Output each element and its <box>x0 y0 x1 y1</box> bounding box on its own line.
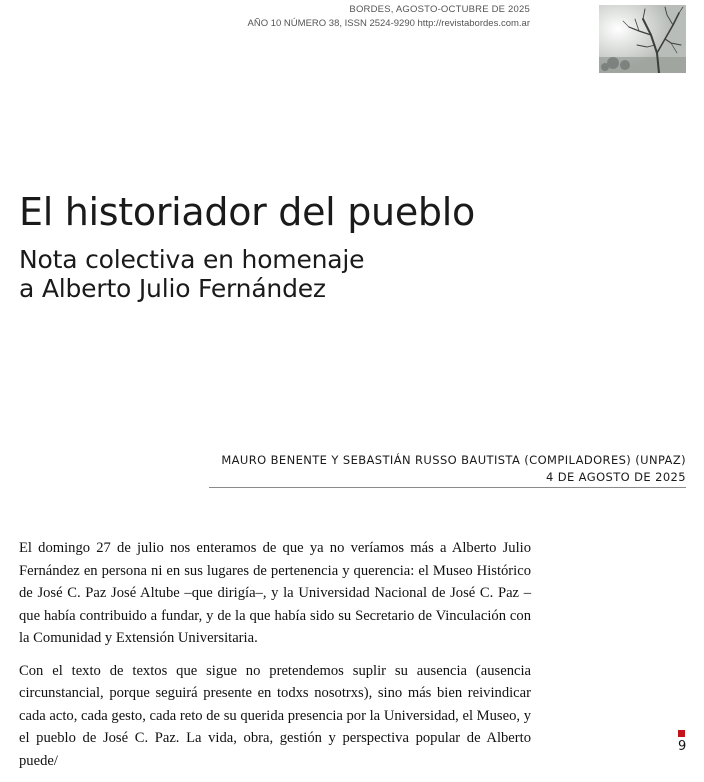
journal-issn-url: AÑO 10 NÚMERO 38, ISSN 2524-9290 http://revistabordes.com.ar <box>247 18 530 29</box>
article-subtitle <box>19 245 364 303</box>
byline-divider <box>209 487 686 488</box>
journal-header <box>248 3 531 31</box>
subtitle-line-2: a Alberto Julio Fernández <box>19 274 326 303</box>
article-title: El historiador del pueblo <box>19 190 475 234</box>
header-photo-tree <box>599 5 686 73</box>
byline <box>221 452 686 486</box>
paragraph: Con el texto de textos que sigue no pretendemos suplir su ausencia (ausencia circunstancial, porque seguirá presente en todxs nosotrxs), sino más bien reivindicar cada acto, cada gesto, cada reto de su querida presencia por la Universidad, el Museo, y el pueblo de José C. Paz. La vida, obra, gestión y perspectiva popular de Alberto puede/ <box>19 662 531 769</box>
page-number: 9 <box>678 739 687 754</box>
article-date: 4 DE AGOSTO DE 2025 <box>545 470 686 484</box>
subtitle-line-1: Nota colectiva en homenaje <box>19 245 365 274</box>
journal-issue-date: BORDES, AGOSTO-OCTUBRE DE 2025 <box>349 4 530 15</box>
page-marker-square <box>678 730 685 737</box>
paragraph: El domingo 27 de julio nos enteramos de que ya no veríamos más a Alberto Julio Fernández en persona ni en sus lugares de pertenencia y querencia: el Museo Histórico de José C. Paz José Altube –que dirigía–, y la Universidad Nacional de José C. Paz –que había contribuido a fundar, y de la que había sido su Secretario de Vinculación con la Comunidad y Extensión Universitaria. <box>19 540 531 646</box>
authors: MAURO BENENTE Y SEBASTIÁN RUSSO BAUTISTA (COMPILADORES) (UNPAZ) <box>221 453 686 467</box>
tree-photo-illustration <box>599 5 686 73</box>
article-body <box>19 537 531 782</box>
